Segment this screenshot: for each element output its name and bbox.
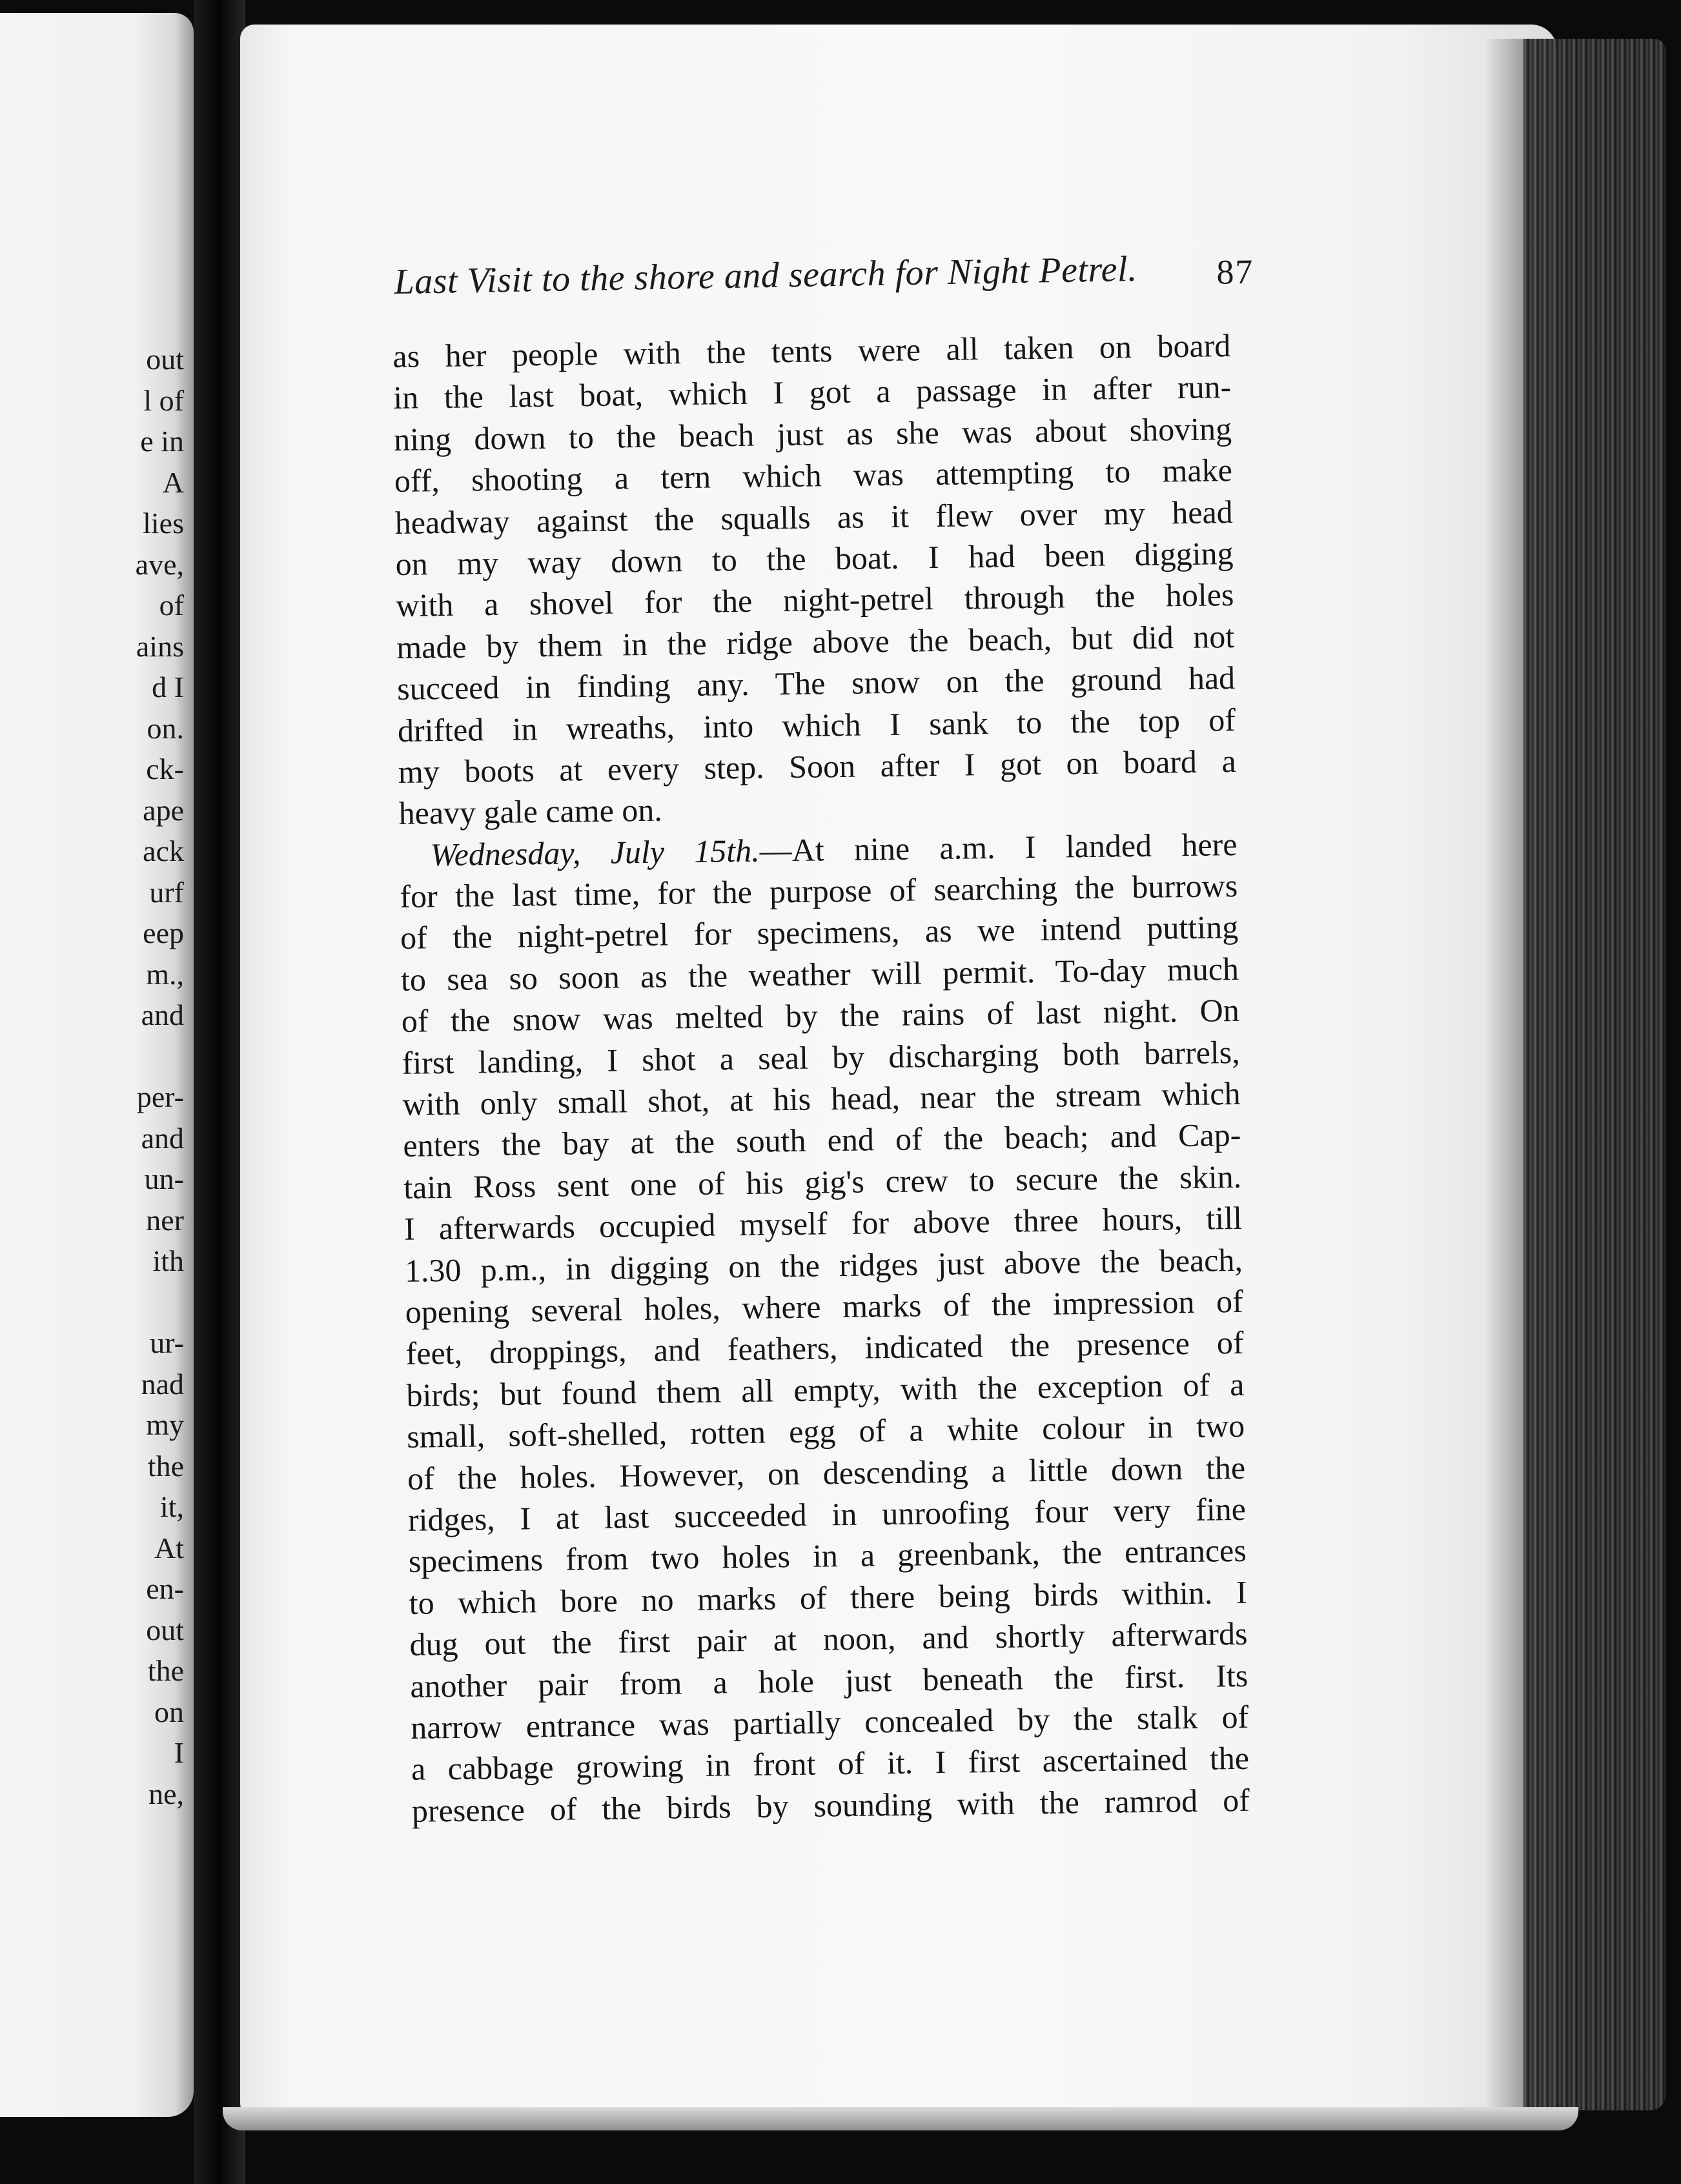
running-header-title: Last Visit to the shore and search for Night Petrel. <box>394 248 1138 302</box>
left-page-line-fragment: ur- <box>150 1326 184 1359</box>
text-line: to which bore no marks of there being birds within. I <box>409 1573 1247 1621</box>
left-facing-page <box>0 13 194 2117</box>
left-page-line-fragment: I <box>174 1736 184 1769</box>
text-line: to sea so soon as the weather will permit. To-day much <box>400 950 1239 998</box>
text-line: a cabbage growing in front of it. I first ascertained the <box>411 1740 1250 1788</box>
left-page-line-fragment: m., <box>146 957 184 991</box>
left-page-line-fragment: ack <box>143 834 184 867</box>
left-page-line-fragment <box>0 1282 184 1323</box>
text-line: specimens from two holes in a greenbank, the entrances <box>408 1532 1247 1580</box>
left-page-line-fragment: out <box>146 1613 184 1646</box>
text-line: heavy gale came on. <box>398 791 663 832</box>
entry-date: Wednesday, July 15th. <box>430 832 760 873</box>
left-page-line-fragment: nad <box>141 1367 184 1400</box>
left-page-line-fragment: A <box>162 465 184 499</box>
left-page-line-fragment: ains <box>136 629 184 663</box>
book-gutter <box>194 0 245 2184</box>
text-line: in the last boat, which I got a passage in after run- <box>392 369 1232 416</box>
text-line: off, shooting a tern which was attempting to make <box>394 452 1233 500</box>
text-line: of the snow was melted by the rains of last night. On <box>401 992 1240 1040</box>
left-page-line-fragment: ck- <box>146 753 184 785</box>
text-line: for the last time, for the purpose of searching the burrows <box>400 867 1238 915</box>
left-page-line-fragment: e in <box>140 425 184 458</box>
left-page-line-fragment: the <box>147 1654 184 1687</box>
page-bottom-edge <box>223 2107 1578 2130</box>
text-line: as her people with the tents were all taken on board <box>392 327 1231 374</box>
page-number: 87 <box>1216 252 1255 292</box>
left-page-line-fragment: ith <box>152 1244 184 1277</box>
text-line: with only small shot, at his head, near the stream which <box>402 1075 1241 1122</box>
text-line: 1.30 p.m., in digging on the ridges just above the beach, <box>404 1241 1243 1289</box>
text-line: narrow entrance was partially concealed by the stalk of <box>410 1698 1249 1746</box>
text-line: of the night-petrel for specimens, as we intend putting <box>400 909 1239 956</box>
left-page-line-fragment: ne, <box>148 1777 184 1810</box>
text-line: succeed in finding any. The snow on the ground had <box>396 660 1236 707</box>
left-page-line-fragment: ner <box>146 1203 184 1237</box>
text-line: opening several holes, where marks of the impression of <box>405 1282 1244 1330</box>
left-page-line-fragment <box>0 1036 184 1077</box>
text-line: with a shovel for the night-petrel through the holes <box>396 576 1234 624</box>
left-page-line-fragment: per- <box>136 1080 184 1113</box>
text-line: enters the bay at the south end of the beach; and Cap- <box>403 1117 1241 1164</box>
text-line: drifted in wreaths, into which I sank to the top of <box>397 701 1236 749</box>
left-page-line-fragment: on <box>154 1695 184 1728</box>
text-line: my boots at every step. Soon after I got on board a <box>398 742 1237 790</box>
left-page-line-fragment: of <box>159 589 184 622</box>
left-page-line-fragment: en- <box>146 1572 184 1605</box>
text-line: presence of the birds by sounding with the ramrod of <box>411 1781 1250 1829</box>
text-line: I afterwards occupied myself for above three hours, till <box>403 1200 1243 1248</box>
entry-text: —At nine a.m. I landed here <box>759 825 1238 869</box>
left-page-line-fragment: it, <box>159 1490 184 1523</box>
text-line: ridges, I at last succeeded in unroofing four very fine <box>407 1490 1247 1538</box>
text-line: headway against the squalls as it flew over my head <box>394 493 1234 541</box>
left-page-line-fragment: eep <box>143 916 184 949</box>
left-page-line-fragment: and <box>141 998 184 1031</box>
text-line: ning down to the beach just as she was about shoving <box>393 410 1232 458</box>
text-line: birds; but found them all empty, with the exception of a <box>406 1366 1245 1413</box>
left-page-line-fragment: ape <box>143 793 184 827</box>
left-page-line-fragment: urf <box>149 875 184 909</box>
left-page-line-fragment: on. <box>147 711 184 745</box>
left-page-line-fragment: my <box>146 1408 184 1441</box>
left-page-line-fragment: the <box>147 1449 184 1482</box>
left-page-line-fragment: ave, <box>135 547 184 581</box>
text-line: on my way down to the boat. I had been digging <box>395 534 1234 582</box>
text-line: small, soft-shelled, rotten egg of a white colour in two <box>406 1408 1245 1455</box>
left-page-line-fragment: out <box>146 343 184 376</box>
left-page-line-fragment: d I <box>152 671 184 703</box>
text-line: another pair from a hole just beneath the first. Its <box>410 1657 1248 1704</box>
text-line: of the holes. However, on descending a little down the <box>407 1449 1246 1497</box>
left-page-line-fragment: and <box>141 1121 184 1155</box>
text-line: tain Ross sent one of his gig's crew to secure the skin. <box>403 1158 1242 1206</box>
left-page-line-fragment: At <box>154 1531 184 1564</box>
left-page-line-fragment: lies <box>143 507 184 540</box>
body-text <box>392 325 1250 1832</box>
left-page-line-fragment: l of <box>143 383 184 417</box>
text-line: feet, droppings, and feathers, indicated the presence of <box>405 1324 1244 1372</box>
text-line: made by them in the ridge above the beach, but did not <box>396 618 1235 665</box>
left-page-line-fragment: un- <box>144 1162 184 1195</box>
left-page-text-fragment <box>0 339 184 1814</box>
text-line: first landing, I shot a seal by discharging both barrels, <box>402 1033 1241 1081</box>
page-edges <box>1523 39 1666 2110</box>
text-line: dug out the first pair at noon, and shortly afterwards <box>409 1615 1248 1663</box>
